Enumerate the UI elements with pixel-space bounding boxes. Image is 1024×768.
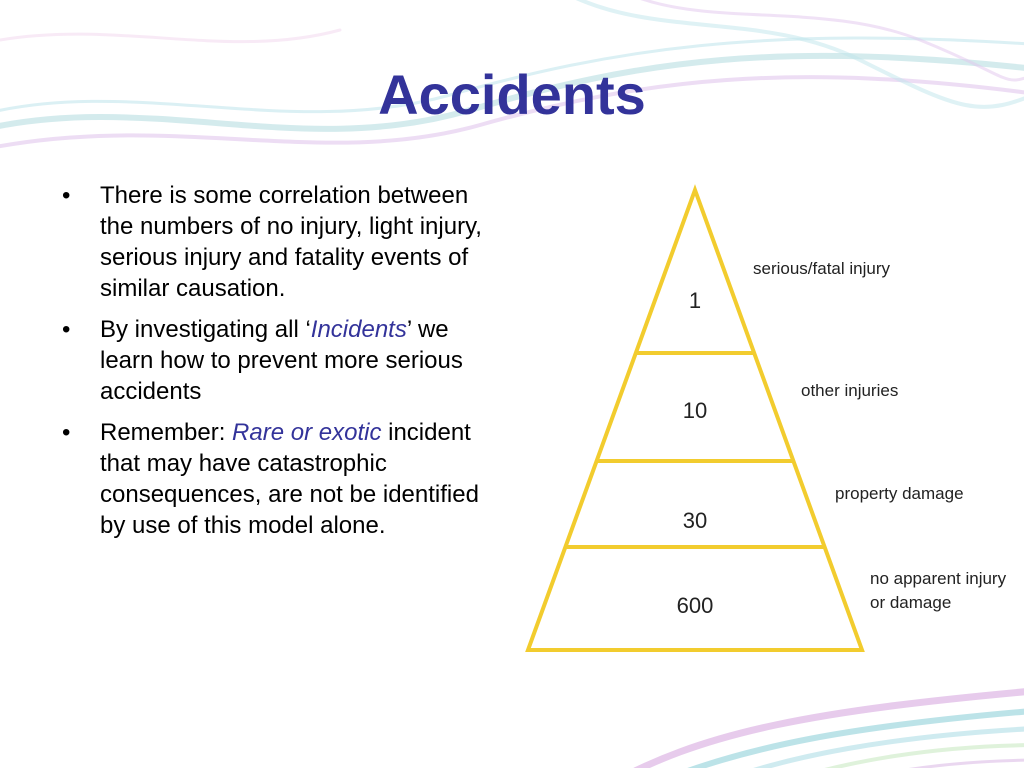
- bullet-text-pre: By investigating all ‘: [100, 316, 311, 343]
- bullet-text-post: ’ we learn how to prevent more serious accidents: [100, 316, 463, 405]
- level-value: 30: [682, 508, 708, 533]
- bullet-dot-icon: •: [62, 316, 71, 343]
- bullet-text-emphasis: Rare or exotic: [232, 419, 382, 446]
- bullet-item: [55, 417, 505, 541]
- level-value: 10: [682, 398, 708, 423]
- bullet-text-pre: Remember:: [100, 419, 233, 446]
- accident-pyramid-diagram: [515, 180, 1015, 660]
- level-label: no apparent injury: [870, 569, 1007, 588]
- bullet-text-emphasis: Incidents: [310, 316, 407, 343]
- bullet-item: [55, 314, 505, 407]
- level-label: other injuries: [801, 381, 899, 400]
- slide-title: Accidents: [378, 63, 646, 126]
- level-value: 600: [676, 593, 714, 618]
- bullet-list: [55, 180, 505, 551]
- bullet-dot-icon: •: [62, 182, 71, 209]
- bullet-dot-icon: •: [62, 419, 71, 446]
- bullet-text-post: incident that may have catastrophic consequences, are not be identified by use of this model alone.: [100, 419, 479, 539]
- level-label: or damage: [870, 593, 952, 612]
- level-value: 1: [688, 288, 702, 313]
- level-label: property damage: [835, 484, 964, 503]
- bullet-item: [55, 180, 505, 304]
- level-label: serious/fatal injury: [753, 259, 891, 278]
- bullet-text: There is some correlation between the numbers of no injury, light injury, serious injury and fatality events of similar causation.: [100, 182, 482, 302]
